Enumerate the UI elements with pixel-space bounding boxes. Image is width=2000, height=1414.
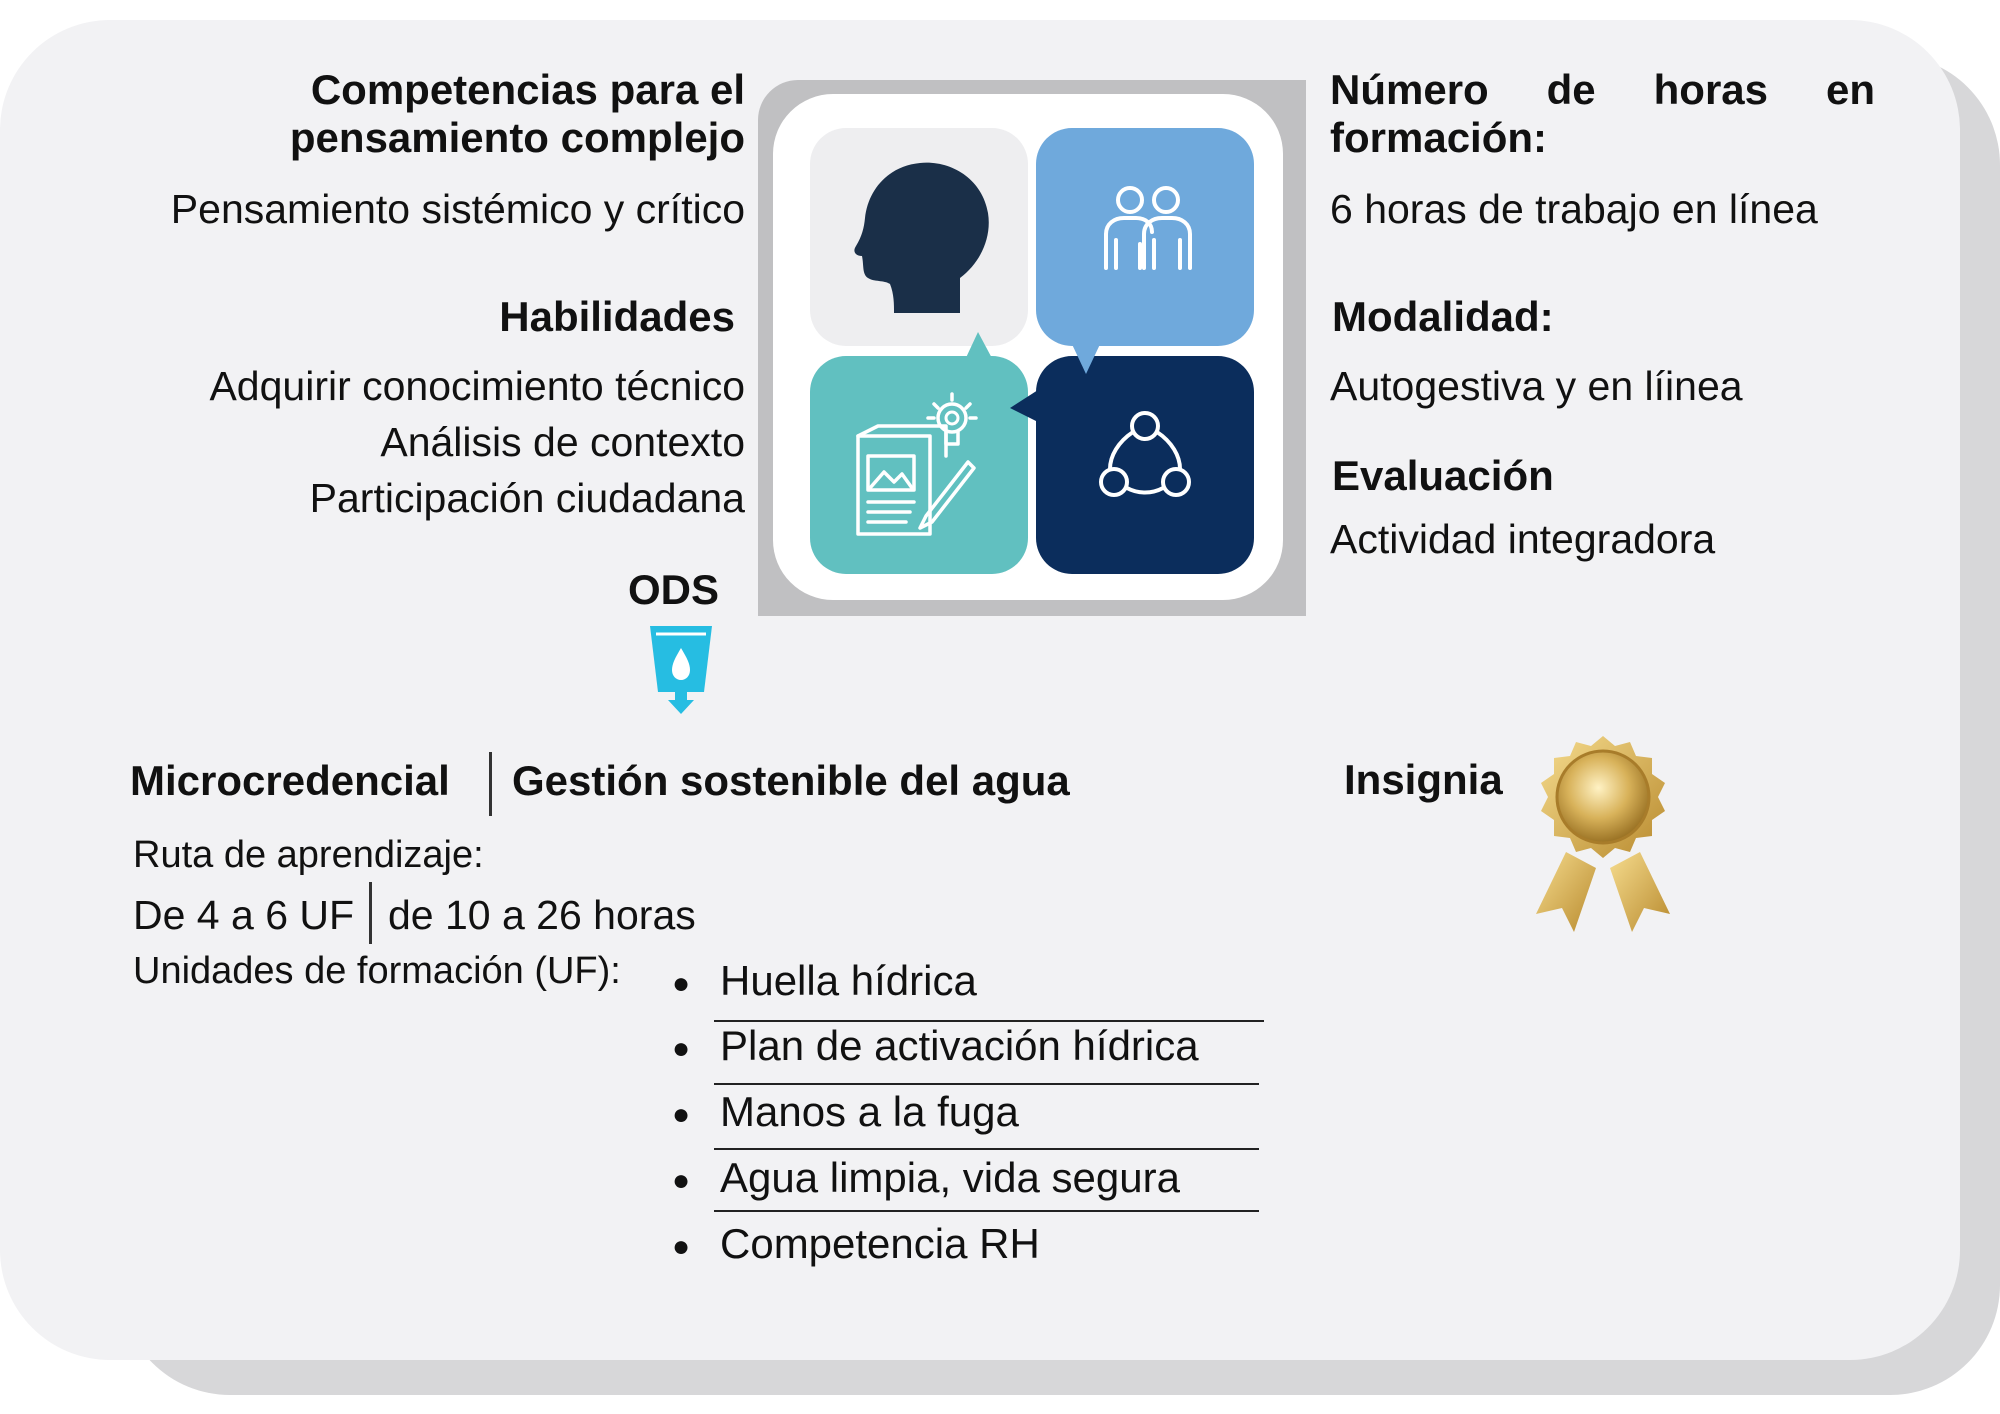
ods-title: ODS [628,566,720,613]
tile-network [1036,356,1254,574]
water-glass-icon [648,624,714,714]
modality-text: Autogestiva y en líinea [1330,363,1743,409]
bubble-pointer-right [1022,280,1058,320]
microcredential-title: Microcredencial [130,757,450,804]
list-item: ● Manos a la fuga [672,1088,1019,1135]
bubble-pointer-left [1008,388,1044,428]
hours-title-line2: formación: [1330,114,1548,161]
microcredential-name: Gestión sostenible del agua [512,757,1070,804]
modality-title: Modalidad: [1332,293,1554,340]
list-item: ● Huella hídrica [672,957,977,1004]
badge-title: Insignia [1344,756,1503,803]
skills-title: Habilidades [499,293,735,340]
skill-item: Adquirir conocimiento técnico [209,363,745,409]
unit-label: Huella hídrica [720,957,977,1004]
bubble-pointer-down [1066,340,1106,376]
list-item: ● Agua limpia, vida segura [672,1154,1180,1201]
competencies-text: Pensamiento sistémico y crítico [170,186,745,232]
hours-text: 6 horas de trabajo en línea [1330,186,1818,232]
divider [369,882,372,944]
divider [714,1148,1259,1150]
competencies-title [185,66,745,162]
evaluation-text: Actividad integradora [1330,516,1716,562]
tile-document [810,356,1028,574]
skills-list [45,362,745,530]
list-item: ● Competencia RH [672,1220,1040,1267]
unit-label: Agua limpia, vida segura [720,1154,1180,1201]
gold-medal-icon [1522,732,1684,938]
tile-head [810,128,1028,346]
divider [714,1083,1259,1085]
hours-range: de 10 a 26 horas [388,892,696,938]
divider [489,752,492,816]
head-icon [810,128,1028,346]
unit-label: Plan de activación hídrica [720,1022,1199,1069]
unit-label: Competencia RH [720,1220,1040,1267]
divider [714,1210,1259,1212]
units-label: Unidades de formación (UF): [133,950,621,992]
route-label: Ruta de aprendizaje: [133,834,484,876]
tile-people [1036,128,1254,346]
network-icon [1036,356,1254,574]
list-item: ● Plan de activación hídrica [672,1022,1199,1069]
competencies-title-line2: pensamiento complejo [289,114,745,161]
skill-item: Participación ciudadana [309,475,745,521]
bubble-pointer-up [960,330,1000,362]
unit-label: Manos a la fuga [720,1088,1019,1135]
units-range: De 4 a 6 UF [133,892,355,938]
competencies-title-line1: Competencias para el [310,66,745,113]
people-icon [1036,128,1254,346]
document-idea-icon [810,356,1028,574]
skill-item: Análisis de contexto [380,419,745,465]
evaluation-title: Evaluación [1332,452,1554,499]
hours-title-line1: Número de horas en [1330,66,1875,113]
